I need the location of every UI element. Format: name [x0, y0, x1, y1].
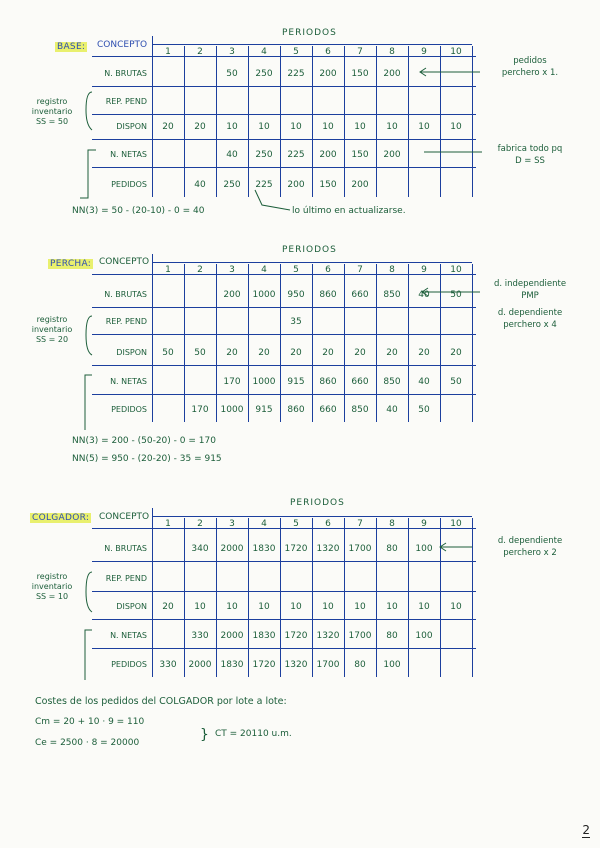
table-cell: 1000	[252, 290, 276, 300]
table-cell: 10	[386, 602, 398, 612]
table-cell: 50	[226, 69, 238, 79]
table-cell: 1000	[252, 377, 276, 387]
row-label: REP. PEND	[105, 574, 147, 583]
table-divider	[312, 518, 313, 677]
period-number: 7	[357, 519, 363, 529]
table-divider	[280, 518, 281, 677]
table-cell: 20	[226, 348, 238, 358]
table-cell: 660	[351, 377, 369, 387]
table-cell: 1700	[316, 660, 340, 670]
arrow-icon	[440, 543, 472, 551]
row-label: N. BRUTAS	[104, 544, 147, 553]
period-number: 6	[325, 265, 331, 275]
table-divider	[152, 262, 472, 263]
row-label: N. BRUTAS	[104, 69, 147, 78]
inventory-record-line: SS = 50	[35, 117, 69, 126]
net-needs-formula: NN(5) = 950 - (20-20) - 35 = 915	[72, 454, 222, 464]
period-number: 3	[229, 519, 235, 529]
costs-title: Costes de los pedidos del COLGADOR por lote a lote:	[35, 696, 287, 707]
side-annotation	[485, 535, 575, 559]
table-cell: 50	[162, 348, 174, 358]
row-label: PEDIDOS	[111, 405, 147, 414]
table-cell: 200	[287, 180, 305, 190]
table-cell: 35	[290, 317, 302, 327]
table-cell: 150	[351, 150, 369, 160]
table-divider	[312, 264, 313, 422]
table-cell: 2000	[220, 544, 244, 554]
periodos-title: PERIODOS	[290, 498, 345, 508]
annotation-line: PMP	[521, 291, 539, 301]
table-divider	[92, 619, 476, 620]
annotation-line: perchero x 2	[503, 548, 557, 558]
periodos-title: PERIODOS	[282, 245, 337, 255]
period-number: 5	[293, 265, 299, 275]
table-divider	[184, 518, 185, 677]
period-number: 6	[325, 47, 331, 57]
ct-total: CT = 20110 u.m.	[215, 729, 292, 739]
table-cell: 80	[386, 544, 398, 554]
cm-formula: Cm = 20 + 10 · 9 = 110	[35, 717, 145, 727]
table-divider	[248, 264, 249, 422]
table-cell: 1320	[316, 544, 340, 554]
table-cell: 225	[287, 69, 305, 79]
table-label: COLGADOR:	[32, 513, 90, 523]
table-cell: 20	[322, 348, 334, 358]
table-divider	[92, 114, 476, 115]
table-cell: 330	[191, 631, 209, 641]
table-divider	[440, 518, 441, 677]
inventory-record-line: SS = 20	[35, 335, 69, 344]
concepto-header: CONCEPTO	[97, 40, 148, 50]
inventory-record-note	[22, 315, 82, 345]
table-cell: 10	[258, 602, 270, 612]
period-number: 9	[421, 519, 427, 529]
table-cell: 100	[415, 544, 433, 554]
row-label: N. NETAS	[110, 377, 147, 386]
table-cell: 1000	[220, 405, 244, 415]
table-cell: 10	[322, 602, 334, 612]
table-divider	[152, 508, 153, 677]
table-cell: 915	[287, 377, 305, 387]
table-cell: 10	[354, 602, 366, 612]
table-cell: 850	[383, 290, 401, 300]
table-cell: 1700	[348, 631, 372, 641]
table-cell: 660	[319, 405, 337, 415]
inventory-record-line: registro	[36, 97, 68, 106]
table-label: PERCHA:	[50, 259, 92, 269]
row-label: DISPON	[116, 602, 147, 611]
table-cell: 20	[418, 348, 430, 358]
table-cell: 10	[450, 122, 462, 132]
table-cell: 20	[450, 348, 462, 358]
annotation-line: D = SS	[515, 156, 545, 166]
row-label: PEDIDOS	[111, 660, 147, 669]
table-cell: 200	[223, 290, 241, 300]
table-cell: 1720	[284, 631, 308, 641]
table-cell: 150	[319, 180, 337, 190]
table-divider	[472, 518, 473, 677]
concepto-header: CONCEPTO	[99, 512, 150, 522]
table-cell: 10	[290, 122, 302, 132]
table-cell: 200	[383, 150, 401, 160]
table-cell: 200	[351, 180, 369, 190]
table-divider	[92, 167, 476, 168]
table-cell: 170	[191, 405, 209, 415]
table-cell: 225	[287, 150, 305, 160]
table-cell: 150	[351, 69, 369, 79]
table-divider	[92, 86, 476, 87]
row-label: PEDIDOS	[111, 180, 147, 189]
table-divider	[152, 254, 153, 422]
table-cell: 80	[354, 660, 366, 670]
net-needs-formula: NN(3) = 200 - (50-20) - 0 = 170	[72, 436, 216, 446]
inventory-record-note	[22, 572, 82, 602]
period-number: 3	[229, 47, 235, 57]
table-divider	[92, 334, 476, 335]
table-divider	[472, 46, 473, 197]
table-cell: 40	[194, 180, 206, 190]
table-cell: 10	[194, 602, 206, 612]
table-divider	[92, 561, 476, 562]
net-needs-formula: NN(3) = 50 - (20-10) - 0 = 40	[72, 206, 205, 216]
period-number: 8	[389, 47, 395, 57]
table-cell: 1700	[348, 544, 372, 554]
table-cell: 40	[386, 405, 398, 415]
period-number: 3	[229, 265, 235, 275]
table-cell: 860	[319, 290, 337, 300]
inventory-record-line: inventario	[31, 582, 73, 591]
table-cell: 50	[194, 348, 206, 358]
table-cell: 950	[287, 290, 305, 300]
period-number: 6	[325, 519, 331, 529]
table-divider	[376, 264, 377, 422]
inventory-record-line: SS = 10	[35, 592, 69, 601]
table-divider	[92, 394, 476, 395]
table-divider	[152, 516, 472, 517]
arrow-note: lo último en actualizarse.	[292, 206, 406, 216]
table-cell: 10	[386, 122, 398, 132]
table-cell: 40	[418, 377, 430, 387]
annotation-line: pedidos	[513, 56, 547, 66]
period-number: 10	[450, 519, 462, 529]
table-divider	[216, 264, 217, 422]
table-cell: 1320	[284, 660, 308, 670]
table-cell: 250	[255, 69, 273, 79]
period-number: 8	[389, 519, 395, 529]
table-divider	[280, 264, 281, 422]
table-divider	[92, 648, 476, 649]
table-cell: 80	[386, 631, 398, 641]
period-number: 10	[450, 47, 462, 57]
table-cell: 20	[386, 348, 398, 358]
table-cell: 10	[258, 122, 270, 132]
period-number: 5	[293, 47, 299, 57]
table-cell: 660	[351, 290, 369, 300]
ce-formula: Ce = 2500 · 8 = 20000	[35, 738, 140, 748]
concepto-header: CONCEPTO	[99, 257, 150, 267]
table-divider	[472, 264, 473, 422]
table-divider	[408, 264, 409, 422]
period-number: 4	[261, 519, 267, 529]
table-divider	[344, 518, 345, 677]
side-annotation	[485, 278, 575, 302]
table-cell: 1830	[252, 544, 276, 554]
period-number: 7	[357, 265, 363, 275]
table-divider	[152, 44, 472, 45]
brace-icon: }	[200, 727, 209, 743]
table-cell: 200	[319, 150, 337, 160]
table-divider	[92, 139, 476, 140]
table-cell: 1830	[252, 631, 276, 641]
table-divider	[216, 518, 217, 677]
table-cell: 10	[354, 122, 366, 132]
table-cell: 225	[255, 180, 273, 190]
table-cell: 100	[383, 660, 401, 670]
table-cell: 20	[258, 348, 270, 358]
table-divider	[408, 518, 409, 677]
table-cell: 10	[290, 602, 302, 612]
annotation-line: perchero x 1.	[501, 68, 559, 78]
period-number: 1	[165, 47, 171, 57]
period-number: 2	[197, 47, 203, 57]
table-cell: 20	[162, 122, 174, 132]
table-cell: 2000	[188, 660, 212, 670]
table-cell: 20	[354, 348, 366, 358]
side-annotation	[485, 55, 575, 79]
table-cell: 20	[162, 602, 174, 612]
period-number: 9	[421, 47, 427, 57]
table-cell: 850	[383, 377, 401, 387]
table-cell: 50	[450, 290, 462, 300]
table-cell: 50	[418, 405, 430, 415]
period-number: 2	[197, 519, 203, 529]
row-label: N. NETAS	[110, 631, 147, 640]
table-cell: 200	[383, 69, 401, 79]
table-cell: 1320	[316, 631, 340, 641]
side-annotation	[485, 307, 575, 331]
table-cell: 340	[191, 544, 209, 554]
annotation-line: d. dependiente	[497, 536, 563, 546]
table-cell: 100	[415, 631, 433, 641]
inventory-record-line: inventario	[31, 107, 73, 116]
arrow-icon	[420, 68, 480, 76]
table-cell: 200	[319, 69, 337, 79]
period-number: 8	[389, 265, 395, 275]
table-label: BASE:	[57, 42, 86, 52]
table-cell: 40	[226, 150, 238, 160]
page-number: 2	[582, 823, 590, 837]
table-cell: 250	[223, 180, 241, 190]
table-cell: 10	[418, 602, 430, 612]
inventory-record-line: inventario	[31, 325, 73, 334]
annotation-line: d. independiente	[493, 279, 567, 289]
period-number: 5	[293, 519, 299, 529]
period-number: 1	[165, 265, 171, 275]
table-cell: 1720	[252, 660, 276, 670]
table-cell: 860	[287, 405, 305, 415]
table-divider	[92, 365, 476, 366]
table-divider	[152, 36, 153, 197]
table-cell: 1830	[220, 660, 244, 670]
table-divider	[248, 518, 249, 677]
table-cell: 10	[450, 602, 462, 612]
periodos-title: PERIODOS	[282, 28, 337, 38]
annotation-line: fabrica todo pq	[497, 144, 563, 154]
row-label: DISPON	[116, 348, 147, 357]
row-label: N. NETAS	[110, 150, 147, 159]
table-divider	[376, 518, 377, 677]
table-divider	[92, 591, 476, 592]
period-number: 4	[261, 47, 267, 57]
table-divider	[92, 307, 476, 308]
arrow-icon	[255, 190, 290, 210]
table-cell: 50	[450, 377, 462, 387]
row-label: N. BRUTAS	[104, 290, 147, 299]
row-label: REP. PEND	[105, 97, 147, 106]
period-number: 2	[197, 265, 203, 275]
inventory-record-line: registro	[36, 572, 68, 581]
period-number: 4	[261, 265, 267, 275]
table-cell: 850	[351, 405, 369, 415]
period-number: 10	[450, 265, 462, 275]
table-divider	[440, 264, 441, 422]
row-label: REP. PEND	[105, 317, 147, 326]
period-number: 1	[165, 519, 171, 529]
table-cell: 915	[255, 405, 273, 415]
table-cell: 1720	[284, 544, 308, 554]
inventory-record-line: registro	[36, 315, 68, 324]
table-cell: 2000	[220, 631, 244, 641]
inventory-record-note	[22, 97, 82, 127]
period-number: 9	[421, 265, 427, 275]
table-cell: 10	[322, 122, 334, 132]
annotation-line: perchero x 4	[503, 320, 557, 330]
table-divider	[184, 264, 185, 422]
side-annotation	[485, 143, 575, 167]
table-cell: 10	[226, 122, 238, 132]
row-label: DISPON	[116, 122, 147, 131]
table-cell: 20	[290, 348, 302, 358]
table-cell: 330	[159, 660, 177, 670]
table-cell: 20	[194, 122, 206, 132]
period-number: 7	[357, 47, 363, 57]
table-divider	[344, 264, 345, 422]
table-cell: 250	[255, 150, 273, 160]
annotation-line: d. dependiente	[497, 308, 563, 318]
table-cell: 10	[226, 602, 238, 612]
table-cell: 170	[223, 377, 241, 387]
table-cell: 40	[418, 290, 430, 300]
table-cell: 10	[418, 122, 430, 132]
table-cell: 860	[319, 377, 337, 387]
